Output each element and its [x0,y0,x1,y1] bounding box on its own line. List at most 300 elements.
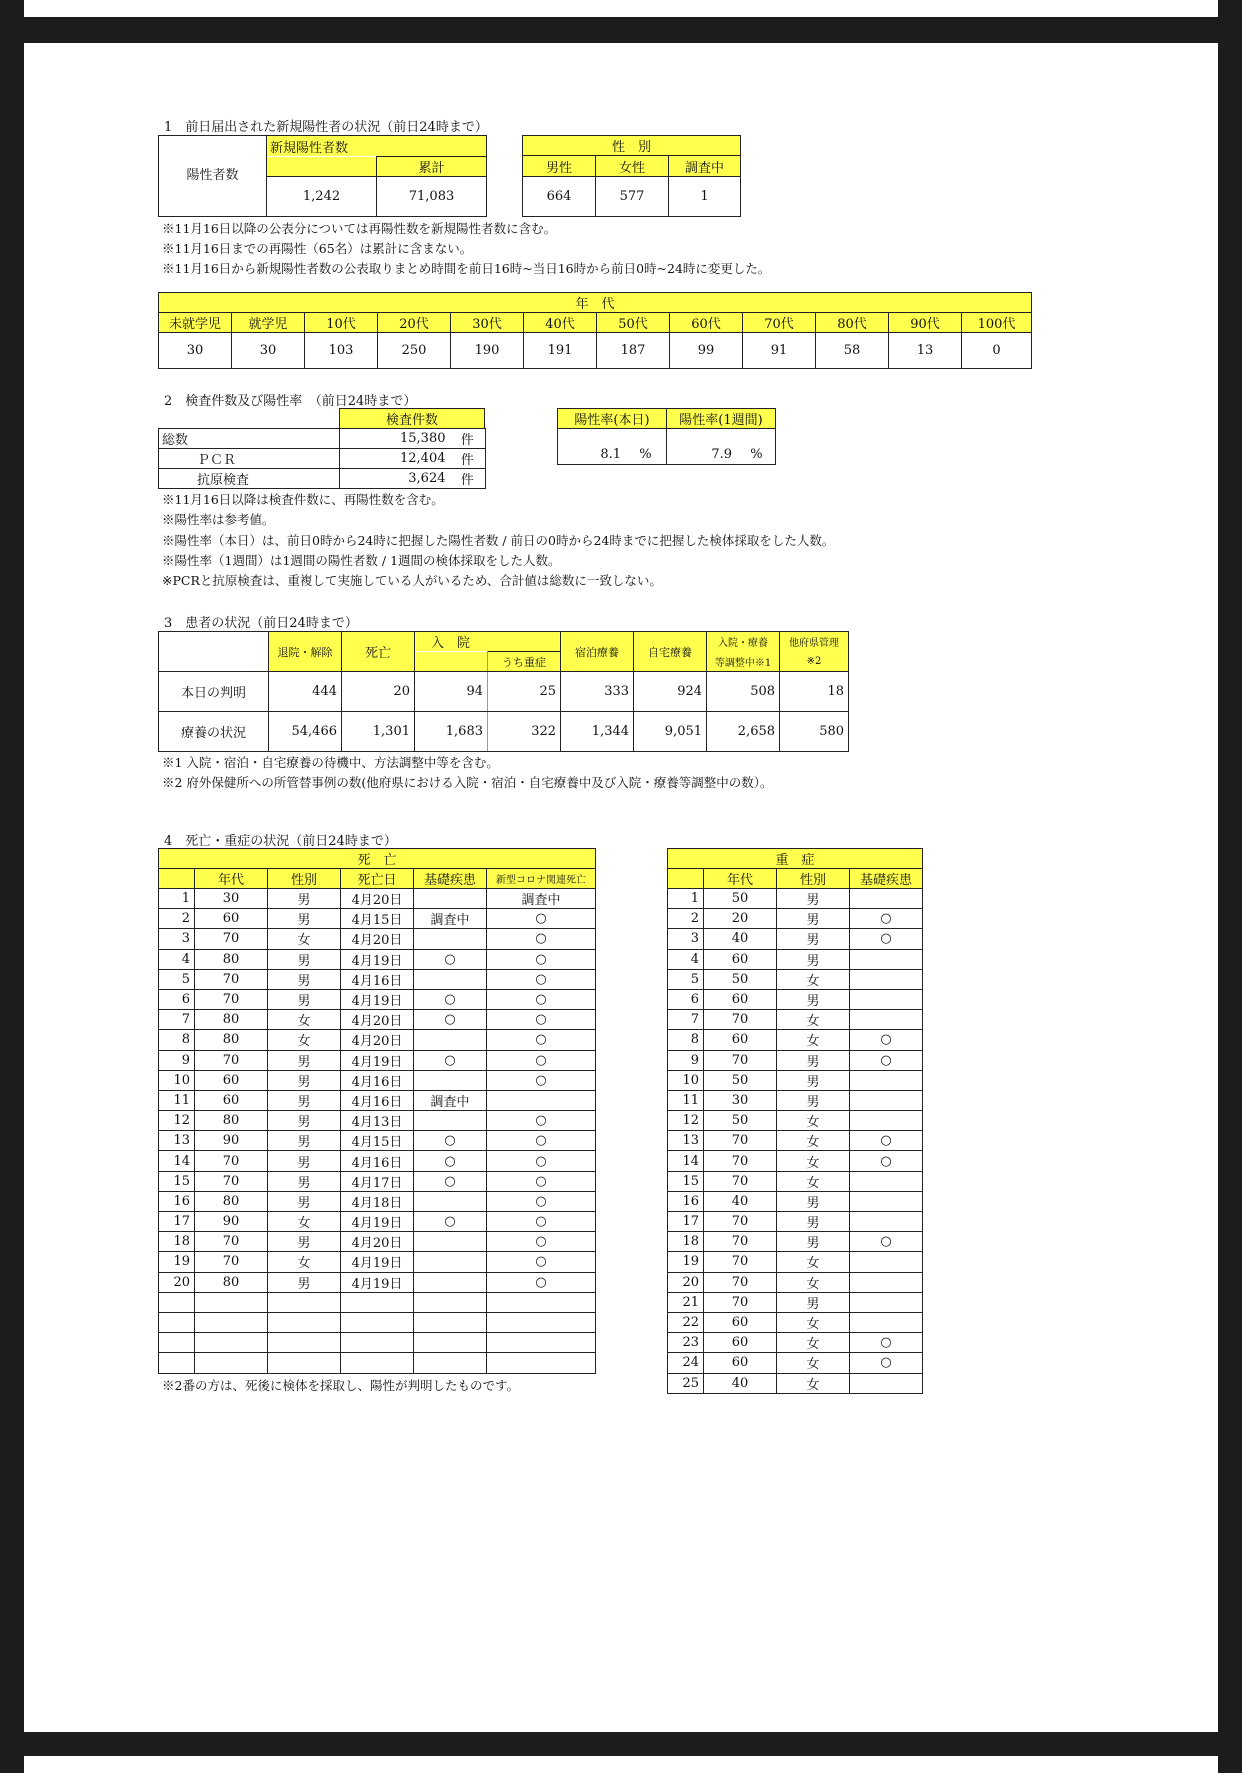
death-row [159,1111,596,1131]
severe-underlying-condition: ○ [850,1353,923,1373]
death-date [341,1292,414,1312]
death-date: 4月19日 [341,1050,414,1070]
death-date [341,1353,414,1373]
severe-gender: 女 [777,1030,850,1050]
death-row-number: 3 [159,929,195,949]
severe-row [668,1111,923,1131]
severe-age: 60 [704,1312,777,1332]
test-row-label: 総数 [159,429,340,449]
death-age: 70 [195,969,268,989]
death-covid-related: ○ [487,1232,596,1252]
death-gender: 女 [268,929,341,949]
death-gender: 男 [268,909,341,929]
death-header: 死亡 [342,632,415,672]
death-age: 70 [195,929,268,949]
severe-age: 20 [704,909,777,929]
severe-gender: 男 [777,1212,850,1232]
severe-underlying-condition: ○ [850,1050,923,1070]
severe-underlying-condition [850,889,923,909]
age-value: 30 [232,333,305,369]
severe-gender: 男 [777,989,850,1009]
adjusting-header-2: 等調整中※1 [707,652,780,672]
severe-age: 50 [704,1070,777,1090]
death-age: 70 [195,1050,268,1070]
severe-underlying-condition [850,969,923,989]
test-row-value: 3,624 [340,469,450,489]
patient-value: 9,051 [634,712,707,752]
severe-row-number: 7 [668,1010,704,1030]
death-row [159,1131,596,1151]
severe-gender: 女 [777,1010,850,1030]
severe-row-number: 23 [668,1333,704,1353]
hospital-header: 入 院 [415,632,561,652]
death-row-number: 11 [159,1090,195,1110]
death-row-number: 18 [159,1232,195,1252]
death-row-number: 13 [159,1131,195,1151]
severe-row [668,1171,923,1191]
death-row [159,1070,596,1090]
death-gender [268,1292,341,1312]
gender-table [522,135,741,217]
severe-age: 70 [704,1171,777,1191]
death-date: 4月20日 [341,1232,414,1252]
death-row-number: 20 [159,1272,195,1292]
death-row [159,1333,596,1353]
severe-subheader: うち重症 [488,652,561,672]
death-underlying-condition [414,969,487,989]
severe-row [668,1312,923,1332]
death-age: 60 [195,909,268,929]
severe-age: 40 [704,929,777,949]
death-underlying-condition: ○ [414,989,487,1009]
death-underlying-condition: ○ [414,1151,487,1171]
frame-top-band [24,17,1242,43]
death-date: 4月20日 [341,1030,414,1050]
severe-col: 基礎疾患 [850,869,923,889]
age-value: 187 [597,333,670,369]
severe-gender: 男 [777,1070,850,1090]
test-row-unit: 件 [450,469,486,489]
death-underlying-condition [414,1070,487,1090]
severe-gender: 男 [777,929,850,949]
severe-age: 50 [704,1111,777,1131]
severe-row-number: 6 [668,989,704,1009]
death-covid-related: ○ [487,969,596,989]
death-underlying-condition: ○ [414,1010,487,1030]
patient-value: 2,658 [707,712,780,752]
death-age: 80 [195,1030,268,1050]
death-row-number: 2 [159,909,195,929]
severe-underlying-condition [850,1373,923,1393]
severe-row [668,1232,923,1252]
severe-row [668,1131,923,1151]
severe-age: 50 [704,969,777,989]
severe-row [668,1353,923,1373]
test-count-header-table [339,408,485,429]
severe-underlying-condition [850,1070,923,1090]
death-col: 新型コロナ関連死亡 [487,869,596,889]
age-col: 就学児 [232,313,305,333]
severe-row-number: 9 [668,1050,704,1070]
death-covid-related: ○ [487,1252,596,1272]
patient-value: 20 [342,672,415,712]
age-value: 190 [451,333,524,369]
severe-row-number: 5 [668,969,704,989]
severe-underlying-condition: ○ [850,909,923,929]
severe-row-number: 17 [668,1212,704,1232]
section2-note: ※陽性率（本日）は、前日0時から24時に把握した陽性者数 / 前日の0時から24時までに把握した検体採取をした人数。 [162,533,835,548]
severe-row [668,989,923,1009]
patient-value: 1,301 [342,712,415,752]
death-gender: 男 [268,1232,341,1252]
age-header: 年 代 [159,293,1032,313]
death-table-body [159,889,596,1374]
death-row [159,929,596,949]
positivity-rate-table [557,408,776,465]
death-covid-related [487,1292,596,1312]
death-covid-related [487,1333,596,1353]
death-age: 80 [195,1272,268,1292]
severe-row-number: 2 [668,909,704,929]
severe-row-number: 14 [668,1151,704,1171]
severe-col: 性別 [777,869,850,889]
death-gender [268,1333,341,1353]
severe-row-number: 13 [668,1131,704,1151]
patient-value: 1,344 [561,712,634,752]
death-underlying-condition: 調査中 [414,909,487,929]
severe-age: 50 [704,889,777,909]
age-value: 91 [743,333,816,369]
death-gender: 男 [268,889,341,909]
severe-row [668,1272,923,1292]
death-col: 基礎疾患 [414,869,487,889]
gender-value-male: 664 [523,177,596,217]
age-col: 50代 [597,313,670,333]
severe-row-number: 16 [668,1191,704,1211]
death-row-number: 15 [159,1171,195,1191]
death-row-number: 19 [159,1252,195,1272]
death-gender: 女 [268,1030,341,1050]
death-row [159,1010,596,1030]
severe-age: 70 [704,1212,777,1232]
age-value: 250 [378,333,451,369]
age-col: 10代 [305,313,378,333]
age-col: 80代 [816,313,889,333]
section3-note: ※1 入院・宿泊・自宅療養の待機中、方法調整中等を含む。 [162,755,499,770]
death-underlying-condition [414,1030,487,1050]
death-date: 4月16日 [341,1090,414,1110]
section2-note: ※陽性率は参考値。 [162,512,275,527]
death-row [159,1292,596,1312]
section2-note: ※PCRと抗原検査は、重複して実施している人がいるため、合計値は総数に一致しない。 [162,573,662,588]
severe-row [668,1373,923,1393]
death-date: 4月16日 [341,1070,414,1090]
death-row-number: 12 [159,1111,195,1131]
death-col: 性別 [268,869,341,889]
severe-row [668,1010,923,1030]
death-date: 4月15日 [341,1131,414,1151]
death-age: 90 [195,1212,268,1232]
severe-gender: 男 [777,1191,850,1211]
severe-underlying-condition [850,949,923,969]
other-pref-header: 他府県管理 [780,632,849,652]
section3-title: 3 患者の状況（前日24時まで） [164,616,358,631]
rate-today-percent: % [639,447,652,462]
death-row [159,1030,596,1050]
death-gender: 男 [268,1191,341,1211]
death-covid-related: ○ [487,1131,596,1151]
death-age: 70 [195,989,268,1009]
severe-age: 70 [704,1050,777,1070]
death-age: 90 [195,1131,268,1151]
severe-age: 60 [704,1333,777,1353]
severe-underlying-condition [850,1312,923,1332]
rate-today-cell [558,429,667,465]
severe-underlying-condition: ○ [850,929,923,949]
death-gender: 女 [268,1010,341,1030]
death-row [159,1090,596,1110]
death-gender: 男 [268,1050,341,1070]
severe-gender: 女 [777,1151,850,1171]
severe-gender: 女 [777,1353,850,1373]
death-date: 4月20日 [341,889,414,909]
rate-week-cell [667,429,776,465]
death-covid-related: 調査中 [487,889,596,909]
severe-col-no [668,869,704,889]
severe-row [668,1030,923,1050]
cumulative-value: 71,083 [377,177,487,217]
age-value: 103 [305,333,378,369]
death-date: 4月20日 [341,1010,414,1030]
death-age: 80 [195,1111,268,1131]
section4-title: 4 死亡・重症の状況（前日24時まで） [164,834,397,849]
death-row [159,889,596,909]
death-gender: 男 [268,969,341,989]
severe-underlying-condition [850,1010,923,1030]
positive-count-label: 陽性者数 [159,136,267,217]
severe-underlying-condition: ○ [850,1151,923,1171]
death-age: 60 [195,1090,268,1110]
severe-row [668,1212,923,1232]
other-pref-header-2: ※2 [780,652,849,672]
severe-age: 40 [704,1191,777,1211]
death-underlying-condition: ○ [414,1171,487,1191]
age-value: 0 [962,333,1032,369]
age-col: 70代 [743,313,816,333]
severe-underlying-condition [850,1272,923,1292]
severe-row [668,1090,923,1110]
age-value: 191 [524,333,597,369]
severe-gender: 女 [777,1333,850,1353]
test-row-label: ＰＣＲ [159,449,340,469]
death-covid-related: ○ [487,989,596,1009]
death-covid-related: ○ [487,1151,596,1171]
death-covid-related: ○ [487,1030,596,1050]
death-row-number: 16 [159,1191,195,1211]
age-col: 20代 [378,313,451,333]
severe-age: 60 [704,1030,777,1050]
death-date: 4月18日 [341,1191,414,1211]
gender-col-unknown: 調査中 [669,156,741,177]
patient-value: 1,683 [415,712,488,752]
severe-row [668,929,923,949]
death-covid-related: ○ [487,929,596,949]
death-covid-related: ○ [487,1050,596,1070]
severe-underlying-condition [850,1191,923,1211]
patient-row-label: 本日の判明 [159,672,269,712]
severe-age: 40 [704,1373,777,1393]
severe-row-number: 22 [668,1312,704,1332]
death-underlying-condition: ○ [414,1050,487,1070]
severe-age: 60 [704,1353,777,1373]
new-positive-table [158,135,487,217]
death-gender: 男 [268,1151,341,1171]
severe-row-number: 11 [668,1090,704,1110]
death-gender: 男 [268,989,341,1009]
death-covid-related: ○ [487,1191,596,1211]
new-positive-value: 1,242 [267,177,377,217]
death-row-number [159,1292,195,1312]
death-date: 4月19日 [341,949,414,969]
death-gender: 男 [268,1272,341,1292]
death-header: 死 亡 [159,849,596,869]
test-row-value: 12,404 [340,449,450,469]
severe-gender: 女 [777,1171,850,1191]
severe-gender: 男 [777,1050,850,1070]
hospital-blank [415,652,488,672]
severe-underlying-condition: ○ [850,1333,923,1353]
death-underlying-condition [414,1292,487,1312]
severe-table-body [668,889,923,1394]
death-row [159,949,596,969]
death-row-number: 14 [159,1151,195,1171]
age-col: 100代 [962,313,1032,333]
patient-row-label: 療養の状況 [159,712,269,752]
severe-row-number: 1 [668,889,704,909]
death-covid-related: ○ [487,1010,596,1030]
death-covid-related [487,1312,596,1332]
death-covid-related: ○ [487,1272,596,1292]
severe-header: 重 症 [668,849,923,869]
severe-row-number: 8 [668,1030,704,1050]
death-row [159,1312,596,1332]
death-row [159,1191,596,1211]
severe-gender: 女 [777,1272,850,1292]
test-row-value: 15,380 [340,429,450,449]
section3-note: ※2 府外保健所への所管替事例の数(他府県における入院・宿泊・自宅療養中及び入院・療養等調整中の数）。 [162,775,773,790]
severe-gender: 男 [777,949,850,969]
death-row-number [159,1333,195,1353]
death-underlying-condition [414,1111,487,1131]
death-row [159,989,596,1009]
death-date: 4月19日 [341,989,414,1009]
death-gender [268,1353,341,1373]
gender-col-female: 女性 [596,156,669,177]
severe-underlying-condition: ○ [850,1232,923,1252]
severe-underlying-condition [850,1252,923,1272]
death-date: 4月19日 [341,1252,414,1272]
severe-age: 70 [704,1232,777,1252]
patient-value: 54,466 [269,712,342,752]
severe-row [668,969,923,989]
age-col: 90代 [889,313,962,333]
severe-row [668,1333,923,1353]
severe-gender: 女 [777,969,850,989]
severe-row-number: 18 [668,1232,704,1252]
test-row-unit: 件 [450,449,486,469]
death-date: 4月20日 [341,929,414,949]
severe-underlying-condition [850,1212,923,1232]
death-col: 年代 [195,869,268,889]
gender-header: 性 別 [523,136,741,156]
death-row-number: 5 [159,969,195,989]
severe-row-number: 21 [668,1292,704,1312]
severe-underlying-condition: ○ [850,1030,923,1050]
death-underlying-condition [414,889,487,909]
frame-bottom-band [24,1732,1218,1756]
death-row-number [159,1312,195,1332]
severe-gender: 男 [777,889,850,909]
severe-row [668,1070,923,1090]
death-row [159,1272,596,1292]
death-covid-related [487,1353,596,1373]
severe-underlying-condition [850,1292,923,1312]
frame-right-strip [1218,0,1242,1773]
death-covid-related: ○ [487,949,596,969]
death-row-number [159,1353,195,1373]
patient-value: 924 [634,672,707,712]
frame-left-strip [0,0,24,1773]
severe-age: 70 [704,1151,777,1171]
patient-value: 322 [488,712,561,752]
death-date [341,1312,414,1332]
severe-row-number: 19 [668,1252,704,1272]
death-age: 80 [195,1010,268,1030]
death-row-number: 9 [159,1050,195,1070]
death-age: 70 [195,1252,268,1272]
death-underlying-condition [414,1232,487,1252]
patient-value: 444 [269,672,342,712]
death-age: 60 [195,1070,268,1090]
patient-value: 580 [780,712,849,752]
death-gender: 男 [268,949,341,969]
death-date: 4月19日 [341,1272,414,1292]
age-table [158,292,1032,369]
death-covid-related: ○ [487,1212,596,1232]
death-gender: 男 [268,1090,341,1110]
severe-row [668,949,923,969]
death-underlying-condition: ○ [414,949,487,969]
age-col: 60代 [670,313,743,333]
death-underlying-condition: 調査中 [414,1090,487,1110]
death-row-number: 6 [159,989,195,1009]
death-row [159,1212,596,1232]
death-underlying-condition [414,929,487,949]
patient-value: 508 [707,672,780,712]
severe-age: 70 [704,1010,777,1030]
test-row-unit: 件 [450,429,486,449]
severe-row [668,1191,923,1211]
severe-gender: 女 [777,1312,850,1332]
death-underlying-condition [414,1191,487,1211]
severe-underlying-condition [850,1171,923,1191]
severe-row [668,889,923,909]
death-covid-related: ○ [487,909,596,929]
death-underlying-condition [414,1353,487,1373]
patient-value: 333 [561,672,634,712]
severe-row [668,1252,923,1272]
death-covid-related: ○ [487,1070,596,1090]
